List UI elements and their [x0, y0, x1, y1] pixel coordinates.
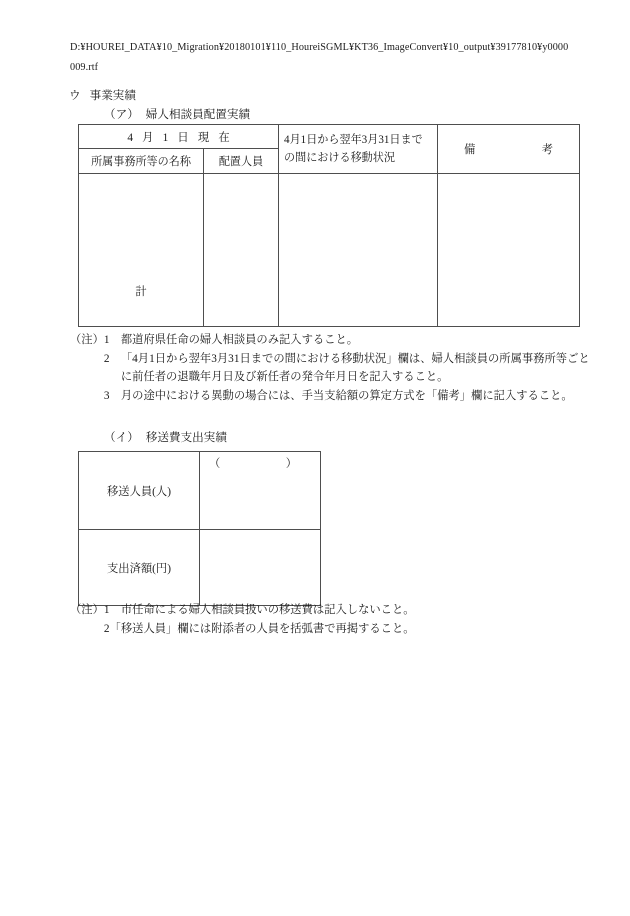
note-item — [70, 331, 590, 350]
label-transport-people: 移送人員(人) — [79, 452, 200, 530]
total-row-label: 計 — [135, 286, 147, 298]
note-item — [70, 601, 590, 620]
section-marker: ウ — [69, 89, 81, 102]
subsection-heading-isouhi-jisseki — [104, 430, 227, 446]
transport-expense-table — [78, 451, 321, 606]
header-remarks-char-2: 考 — [541, 144, 554, 156]
note-text: 「4月1日から翌年3月31日までの間における移動状況」欄は、婦人相談員の所属事務所等ごとに前任者の退職年月日及び新任者の発令年月日を記入すること。 — [120, 352, 590, 383]
note-marker: 3 — [70, 389, 121, 402]
cell-office-name[interactable] — [79, 174, 204, 327]
subsection-title-a: 婦人相談員配置実績 — [145, 108, 251, 121]
header-date-as-of: 4 月 1 日 現 在 — [79, 125, 279, 149]
header-staff-count: 配置人員 — [204, 149, 279, 174]
note-text: 月の途中における異動の場合には、手当支給額の算定方式を「備考」欄に記入すること。 — [120, 389, 573, 402]
subsection-heading-haichi-jisseki — [104, 107, 250, 123]
paren-close: ） — [285, 458, 297, 470]
cell-movement-status[interactable] — [279, 174, 438, 327]
note-text: 市任命による婦人相談員扱いの移送費は記入しないこと。 — [120, 604, 415, 616]
staffing-notes — [70, 331, 590, 405]
header-office-name: 所属事務所等の名称 — [79, 149, 204, 174]
table-row — [79, 452, 321, 530]
header-movement-status: 4月1日から翌年3月31日までの間における移動状況 — [279, 125, 438, 174]
note-text: 都道府県任命の婦人相談員のみ記入すること。 — [120, 334, 359, 346]
note-item — [70, 620, 590, 639]
note-item — [70, 350, 590, 387]
section-heading-jigyou-jisseki — [69, 88, 136, 104]
cell-paid-amount-value[interactable] — [200, 530, 321, 606]
note-item — [70, 387, 590, 406]
header-remarks — [438, 125, 580, 174]
table-row — [79, 174, 580, 327]
paren-open: （ — [209, 458, 221, 470]
section-title: 事業実績 — [89, 89, 136, 102]
note-text: 「移送人員」欄には附添者の人員を括弧書で再掲すること。 — [109, 622, 415, 635]
cell-remarks[interactable] — [438, 174, 580, 327]
transport-notes — [70, 601, 590, 638]
header-remarks-char-1: 備 — [464, 144, 476, 156]
table-row — [79, 530, 321, 606]
table-header-row-top — [79, 125, 580, 149]
subsection-marker-i: （イ） — [104, 431, 139, 444]
cell-transport-people-value[interactable] — [200, 452, 321, 530]
cell-staff-count[interactable] — [204, 174, 279, 327]
label-paid-amount: 支出済額(円) — [79, 530, 200, 606]
subsection-marker-a: （ア） — [104, 108, 139, 121]
file-path-header: D:¥HOUREI_DATA¥10_Migration¥20180101¥110_HoureiSGML¥KT36_ImageConvert¥10_output¥39177810¥y0000009.rtf — [70, 42, 569, 73]
note-marker: （注）1 — [70, 604, 121, 616]
subsection-title-i: 移送費支出実績 — [145, 431, 227, 444]
note-marker: 2 — [70, 352, 121, 365]
staffing-table — [78, 124, 580, 327]
note-marker: （注）1 — [70, 334, 121, 346]
note-marker: 2 — [70, 622, 110, 635]
